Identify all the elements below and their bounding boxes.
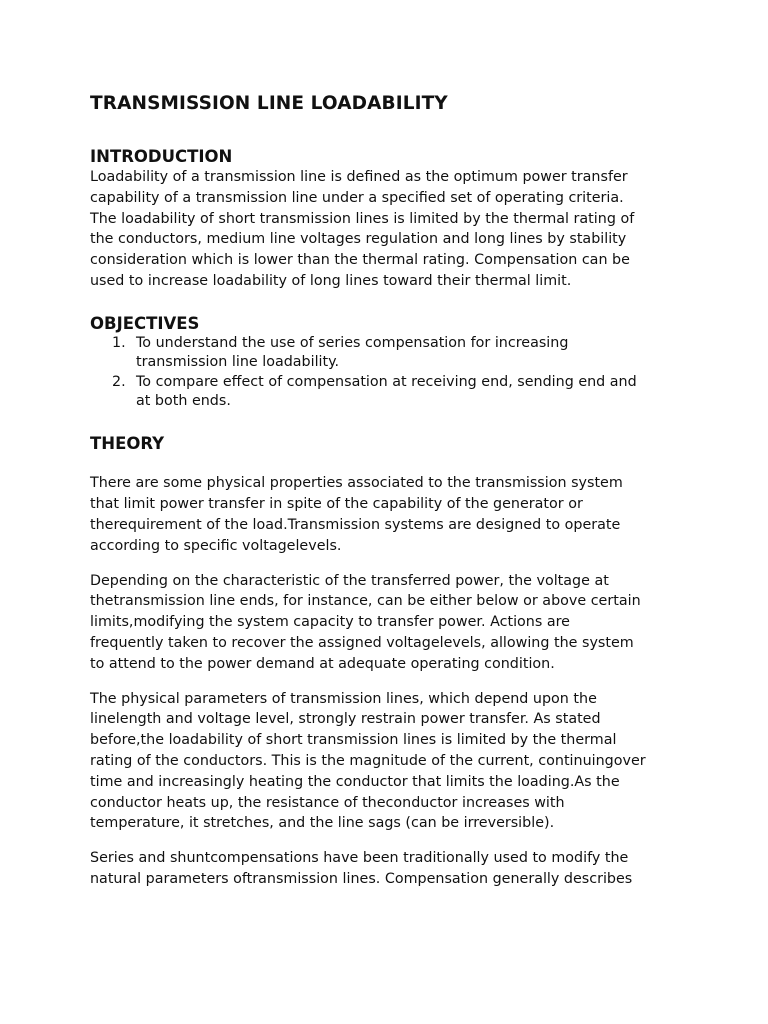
text-line: time and increasingly heating the conductor that limits the loading.As the <box>90 773 620 790</box>
text-line: Loadability of a transmission line is defined as the optimum power transfer <box>90 169 628 185</box>
text-line: according to specific voltagelevels. <box>90 537 342 554</box>
document-page <box>90 92 680 890</box>
text-line: conductor heats up, the resistance of theconductor increases with <box>90 794 565 811</box>
text-line: therequirement of the load.Transmission systems are designed to operate <box>90 517 621 533</box>
text-line: There are some physical properties associated to the transmission system <box>90 475 623 492</box>
theory-paragraph-1 <box>90 473 680 556</box>
objective-item-2 <box>90 373 680 412</box>
text-line: transmission line loadability. <box>136 354 340 371</box>
objective-item-1 <box>90 334 680 373</box>
list-number: 2. <box>112 373 126 390</box>
text-line: to attend to the power demand at adequate operating condition. <box>90 655 555 672</box>
theory-paragraph-2 <box>90 571 680 675</box>
text-line: limits,modifying the system capacity to transfer power. Actions are <box>90 614 570 631</box>
text-line: the conductors, medium line voltages regulation and long lines by stability <box>90 231 627 248</box>
list-number: 1. <box>112 334 126 351</box>
text-line: capability of a transmission line under a specified set of operating criteria. <box>90 189 624 206</box>
theory-heading: THEORY <box>90 434 165 454</box>
text-line: at both ends. <box>136 393 231 409</box>
text-line: used to increase loadability of long lines toward their thermal limit. <box>90 272 572 289</box>
introduction-heading: INTRODUCTION <box>90 147 233 166</box>
text-line: natural parameters oftransmission lines. Compensation generally describes <box>90 870 633 887</box>
text-line: Depending on the characteristic of the transferred power, the voltage at <box>90 572 609 589</box>
text-line: rating of the conductors. This is the magnitude of the current, continuingover <box>90 752 646 769</box>
document-title: TRANSMISSION LINE LOADABILITY <box>90 93 448 114</box>
text-line: before,the loadability of short transmission lines is limited by the thermal <box>90 732 617 749</box>
text-line: To understand the use of series compensation for increasing <box>136 334 569 351</box>
text-line: Series and shuntcompensations have been traditionally used to modify the <box>90 850 629 867</box>
text-line: frequently taken to recover the assigned voltagelevels, allowing the system <box>90 634 634 651</box>
text-line: linelength and voltage level, strongly restrain power transfer. As stated <box>90 711 601 728</box>
text-line: The physical parameters of transmission lines, which depend upon the <box>90 690 597 707</box>
theory-paragraph-3 <box>90 689 680 835</box>
text-line: temperature, it stretches, and the line sags (can be irreversible). <box>90 815 555 832</box>
theory-paragraph-4 <box>90 848 680 890</box>
text-line: that limit power transfer in spite of the capability of the generator or <box>90 496 583 513</box>
objectives-heading: OBJECTIVES <box>90 313 200 333</box>
text-line: consideration which is lower than the thermal rating. Compensation can be <box>90 252 630 269</box>
introduction-paragraph <box>90 167 680 292</box>
text-line: thetransmission line ends, for instance, can be either below or above certain <box>90 593 641 610</box>
objectives-list <box>90 334 680 412</box>
text-line: To compare effect of compensation at receiving end, sending end and <box>136 373 637 390</box>
text-line: The loadability of short transmission lines is limited by the thermal rating of <box>90 210 635 227</box>
